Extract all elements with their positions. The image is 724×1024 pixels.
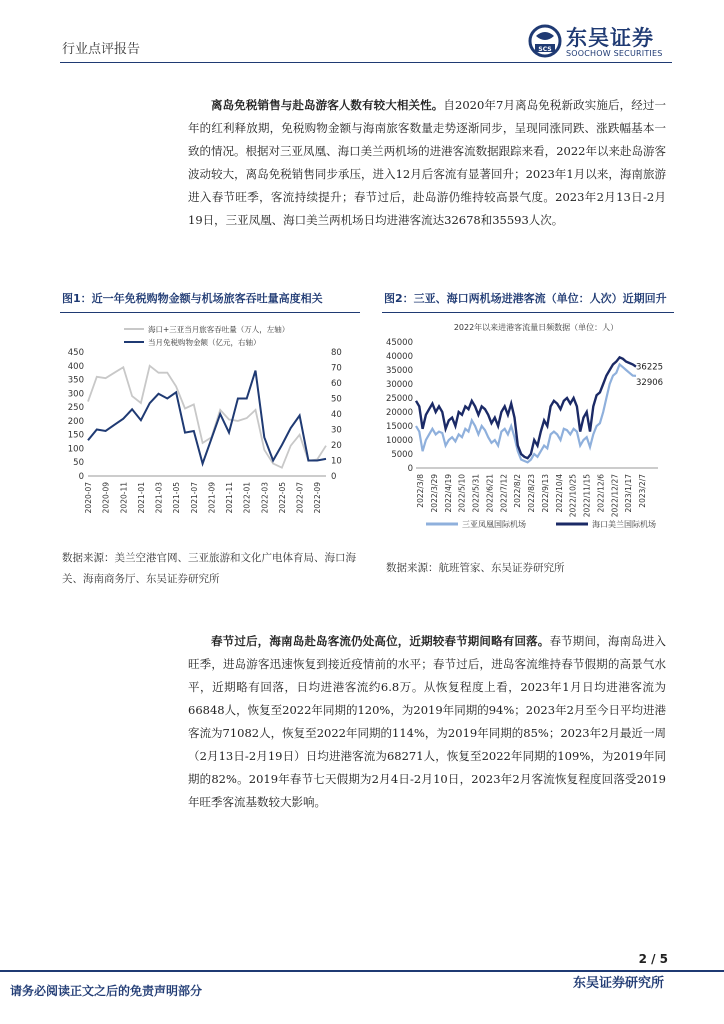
- soochow-logo: [528, 22, 678, 64]
- page-number: 2 / 5: [638, 952, 668, 966]
- chart1-right-tick-label: 0: [331, 472, 337, 482]
- chart2-x-tick-label: 2022/11/15: [582, 474, 592, 518]
- figure1-chart: [58, 318, 358, 540]
- chart1-x-tick-label: 2021-07: [189, 482, 199, 514]
- chart1-legend-dutyfree: 当月免税购物金额（亿元，右轴）: [148, 338, 261, 347]
- chart1-left-tick-label: 250: [67, 403, 84, 414]
- chart1-x-tick-label: 2020-07: [84, 482, 93, 514]
- chart1-x-tick-label: 2021-03: [154, 482, 164, 514]
- chart1-left-tick-label: 50: [73, 458, 84, 469]
- chart2-x-tick-label: 2022/9/13: [540, 474, 550, 513]
- chart2-y-tick-label: 30000: [385, 380, 413, 390]
- chart2-y-tick-label: 25000: [385, 394, 413, 404]
- chart2-y-tick-label: 0: [407, 464, 413, 474]
- header-divider: [60, 62, 672, 63]
- paragraph1-lead: 离岛免税销售与赴岛游客人数有较大相关性。: [211, 98, 444, 112]
- institute-name: 东吴证券研究所: [572, 976, 664, 991]
- chart1-x-tick-label: 2022-09: [313, 482, 323, 514]
- chart2-y-tick-label: 20000: [385, 408, 413, 418]
- figure1-title: 图1：近一年免税购物金额与机场旅客吞吐量高度相关: [62, 292, 323, 305]
- figure2-chart: [380, 318, 674, 540]
- logo-english-name: SOOCHOW SECURITIES: [566, 49, 663, 58]
- chart2-x-tick-label: 2022/12/6: [596, 474, 606, 513]
- chart2-legend-sanya: 三亚凤凰国际机场: [462, 520, 526, 529]
- chart2-x-tick-label: 2022/10/4: [554, 474, 564, 513]
- chart1-left-tick-label: 450: [67, 348, 84, 358]
- chart1-x-tick-label: 2020-11: [119, 482, 129, 514]
- chart1-x-tick-label: 2021-05: [172, 482, 182, 514]
- chart1-left-tick-label: 0: [78, 472, 84, 482]
- chart2-data-label-haikou: 36225: [636, 362, 664, 373]
- chart2-x-tick-label: 2022/6/21: [485, 474, 495, 513]
- soochow-logo-mark-icon: [528, 24, 562, 58]
- chart1-x-tick-label: 2022-07: [295, 482, 305, 514]
- chart2-x-tick-label: 2022/4/19: [443, 474, 453, 513]
- chart2-y-tick-label: 40000: [385, 352, 413, 362]
- chart2-series-line-haikou: [416, 357, 636, 458]
- chart1-left-tick-label: 400: [67, 361, 84, 372]
- chart1-right-tick-label: 10: [331, 456, 342, 467]
- chart1-right-tick-label: 80: [331, 348, 342, 358]
- chart1-x-tick-label: 2020-09: [101, 482, 111, 514]
- chart2-y-tick-label: 5000: [391, 450, 413, 460]
- chart1-x-tick-label: 2022-05: [277, 482, 287, 514]
- chart2-data-label-sanya: 32906: [636, 377, 664, 388]
- chart2-y-tick-label: 15000: [385, 422, 413, 432]
- chart1-right-tick-label: 60: [331, 379, 342, 389]
- chart2-x-tick-label: 2022/3/8: [416, 474, 425, 508]
- chart2-y-tick-label: 10000: [385, 436, 413, 446]
- chart1-left-tick-label: 150: [67, 430, 84, 441]
- paragraph-post-festival-traffic: [188, 630, 666, 814]
- figure2-title-rule: [382, 312, 674, 313]
- figure1-title-rule: [60, 312, 360, 313]
- chart2-x-tick-label: 2022/7/12: [499, 474, 509, 513]
- chart2-x-tick-label: 2022/12/27: [610, 474, 620, 518]
- chart2-legend-haikou: 海口美兰国际机场: [592, 520, 656, 529]
- chart2-x-tick-label: 2022/10/25: [568, 474, 578, 518]
- logo-chinese-name: 东吴证券: [566, 26, 654, 50]
- chart1-left-tick-label: 100: [67, 444, 84, 455]
- figure2-source: 数据来源：航班管家、东吴证券研究所: [386, 562, 565, 574]
- chart2-x-tick-label: 2022/8/2: [513, 474, 523, 508]
- chart1-x-tick-label: 2021-09: [207, 482, 217, 514]
- chart1-right-tick-label: 20: [331, 441, 342, 451]
- paragraph2-body: 春节期间，海南岛进入旺季，进岛游客迅速恢复到接近疫情前的水平；春节过后，进岛客流维持春节假期的高景气水平，近期略有回落，日均进港客流约6.8万。从恢复程度上看，2023年1月日均进港客流为66848人，恢复至2022年同期的120%，为2019年同期的94%；2023年2月至今日平均进港客流为71082人，恢复至2022年同期的114%，为2019年同期的85%；2023年2月最近一周（2月13日-2月19日）日均进港客流为68271人，恢复至2022年同期的109%，为2019年同期的82%。2019年春节七天假期为2月4日-2月10日，2023年2月客流恢复程度回落受2019年旺季客流基数较大影响。: [188, 634, 667, 809]
- chart2-series-line-sanya: [416, 364, 636, 462]
- figure1-source: 数据来源：美兰空港官网、三亚旅游和文化广电体育局、海口海关、海南商务厅、东吴证券研究所: [62, 552, 356, 585]
- paragraph-duty-free-correlation: [188, 94, 666, 232]
- chart2-x-tick-label: 2022/8/23: [527, 474, 536, 513]
- chart1-left-tick-label: 200: [67, 416, 84, 427]
- report-type-label: 行业点评报告: [62, 42, 141, 57]
- chart2-title: 2022年以来进港客流量日频数据（单位：人）: [453, 323, 619, 332]
- disclaimer-note: 请务必阅读正文之后的免责声明部分: [10, 984, 203, 998]
- chart1-right-tick-label: 70: [331, 363, 342, 374]
- chart2-x-tick-label: 2023/1/17: [624, 474, 634, 513]
- chart1-left-tick-label: 350: [67, 375, 84, 386]
- figure1-chart-svg: [58, 318, 358, 540]
- svg-text:SCS: SCS: [538, 46, 552, 53]
- chart1-legend-passengers: 海口+三亚当月旅客吞吐量（万人，左轴）: [148, 325, 290, 334]
- chart1-left-tick-label: 300: [67, 389, 84, 400]
- chart1-x-tick-label: 2021-11: [225, 482, 235, 514]
- chart2-x-tick-label: 2023/2/7: [638, 474, 647, 508]
- chart1-right-tick-label: 40: [331, 410, 342, 420]
- chart2-y-tick-label: 35000: [385, 366, 413, 376]
- chart2-x-tick-label: 2022/5/31: [471, 474, 481, 513]
- chart2-x-tick-label: 2022/5/10: [457, 474, 467, 513]
- chart1-x-tick-label: 2022-03: [260, 482, 270, 514]
- chart1-x-tick-label: 2021-01: [136, 482, 146, 514]
- paragraph2-lead: 春节过后，海南岛赴岛客流仍处高位，近期较春节期间略有回落。: [211, 634, 550, 648]
- chart2-y-tick-label: 45000: [385, 338, 413, 348]
- chart1-series-line-dutyfree: [88, 371, 326, 464]
- figure2-title: 图2：三亚、海口两机场进港客流（单位：人次）近期回升: [384, 292, 667, 305]
- chart2-x-tick-label: 2022/3/29: [429, 474, 439, 513]
- paragraph1-body: 自2020年7月离岛免税新政实施后，经过一年的红利释放期，免税购物金额与海南旅客数量走势逐渐同步，呈现同涨同跌、涨跌幅基本一致的情况。根据对三亚凤凰、海口美兰两机场的进港客流数据跟踪来看，2022年以来赴岛游客波动较大，离岛免税销售同步承压，进入12月后客流有显著回升；2023年1月以来，海南旅游进入春节旺季，客流持续提升；春节过后，赴岛游仍维持较高景气度。2023年2月13日-2月19日，三亚凤凰、海口美兰两机场日均进港客流达32678和35593人次。: [188, 98, 666, 227]
- figure2-chart-svg: [380, 318, 674, 540]
- chart1-right-tick-label: 50: [331, 394, 342, 405]
- chart1-x-tick-label: 2022-01: [242, 482, 252, 514]
- chart1-right-tick-label: 30: [331, 425, 342, 436]
